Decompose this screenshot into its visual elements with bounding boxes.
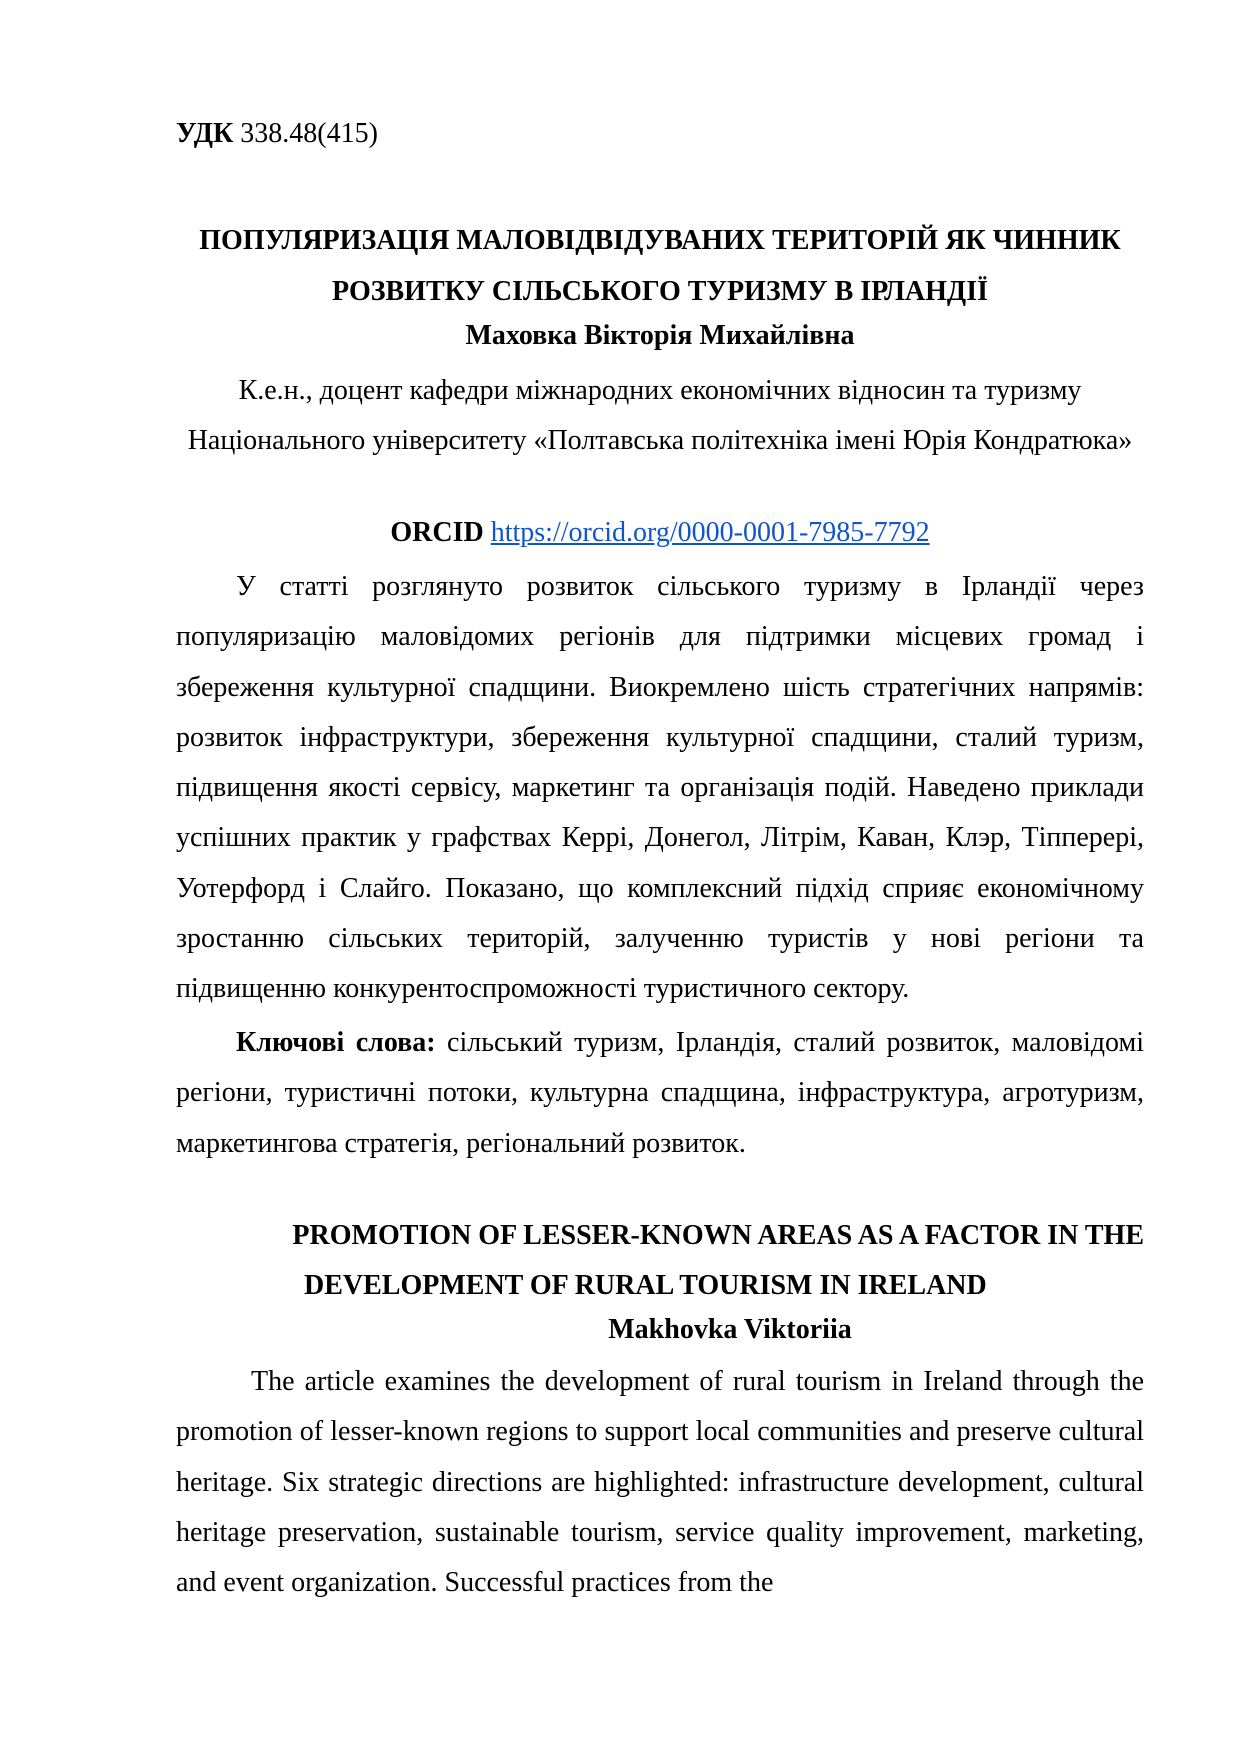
keywords-label: Ключові слова: — [236, 1027, 436, 1058]
orcid-link[interactable]: https://orcid.org/0000-0001-7985-7792 — [490, 517, 930, 548]
english-author: Makhovka Viktoriia — [608, 1314, 852, 1345]
ukrainian-title — [176, 215, 1144, 317]
ukrainian-keywords — [176, 1018, 1144, 1169]
udk-value: 338.48(415) — [240, 118, 378, 149]
udk-label: УДК — [176, 118, 234, 149]
orcid-line — [176, 514, 1144, 552]
author-affiliation: К.е.н., доцент кафедри міжнародних економічних відносин та туризму Національного університету «Полтавська політехніка імені Юрія Кондратюка» — [187, 375, 1133, 456]
keywords-text: сільський туризм, Ірландія, сталий розвиток, маловідомі регіони, туристичні потоки, культурна спадщина, інфраструктура, агротуризм, маркетингова стратегія, регіональний розвиток. — [176, 1027, 1144, 1159]
ukrainian-abstract: У статті розглянуто розвиток сільського туризму в Ірландії через популяризацію маловідомих регіонів для підтримки місцевих громад і збереження культурної спадщини. Виокремлено шість стратегічних напрямів: розвиток інфраструктури, збереження культурної спадщини, сталий туризм, підвищення якості сервісу, маркетинг та організація подій. Наведено приклади успішних практик у графствах Керрі, Донегол, Літрім, Каван, Клэр, Тіпперері, Уотерфорд і Слайго. Показано, що комплексний підхід сприяє економічному зростанню сільських територій, залученню туристів у нові регіони та підвищенню конкурентоспроможності туристичного сектору. — [176, 571, 1144, 1005]
udk-line — [176, 117, 1144, 151]
ukrainian-title-line-1: ПОПУЛЯРИЗАЦІЯ МАЛОВІДВІДУВАНИХ ТЕРИТОРІЙ ЯК ЧИННИК — [199, 225, 1121, 256]
english-title-line-1: PROMOTION OF LESSER-KNOWN AREAS AS A FACTOR IN THE — [292, 1220, 1144, 1251]
english-abstract: The article examines the development of rural tourism in Ireland through the promotion of lesser-known regions to support local communities and preserve cultural heritage. Six strategic directions are highlighted: infrastructure development, cultural heritage preservation, sustainable tourism, service quality improvement, marketing, and event organization. Successful practices from the — [176, 1366, 1144, 1599]
english-title-line-2: DEVELOPMENT OF RURAL TOURISM IN IRELAND — [304, 1270, 987, 1301]
english-title — [176, 1211, 1144, 1311]
orcid-label: ORCID — [390, 517, 484, 548]
ukrainian-author: Маховка Вікторія Михайлівна — [465, 320, 855, 351]
ukrainian-title-line-2: РОЗВИТКУ СІЛЬСЬКОГО ТУРИЗМУ В ІРЛАНДІЇ — [332, 276, 988, 307]
